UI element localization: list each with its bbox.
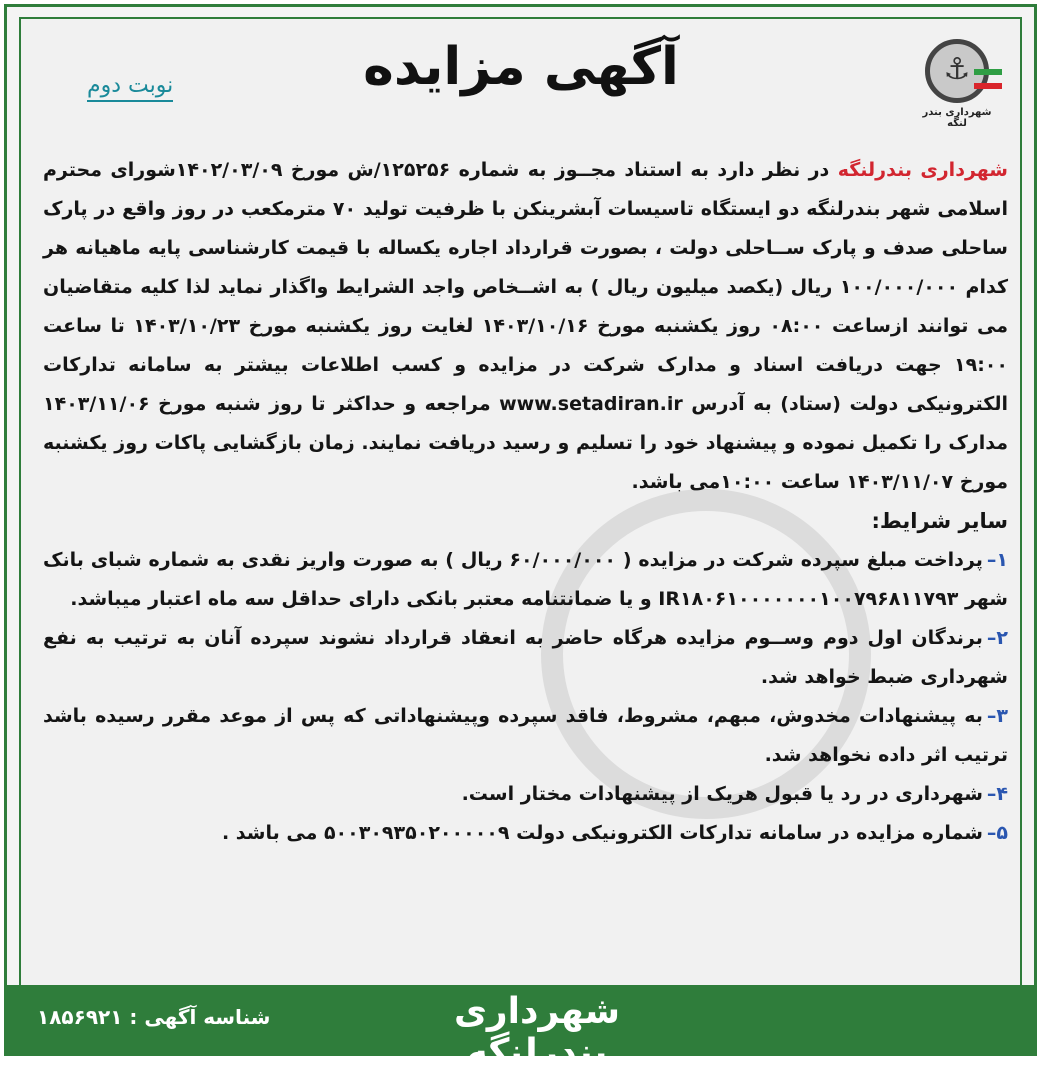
footer-bar bbox=[7, 985, 1034, 1073]
ad-content-box bbox=[19, 17, 1022, 987]
condition-text: شهرداری در رد یا قبول هریک از پیشنهادات مختار است. bbox=[461, 783, 983, 805]
condition-number: ۲– bbox=[986, 627, 1008, 649]
condition-item bbox=[43, 814, 1008, 853]
ad-frame bbox=[4, 4, 1037, 1073]
flag-green-stripe bbox=[974, 69, 1002, 75]
flag-red-stripe bbox=[974, 83, 1002, 89]
conditions-title: سایر شرایط: bbox=[871, 509, 1008, 533]
lead-name: شهرداری بندرلنگه bbox=[837, 159, 1008, 181]
condition-number: ۴– bbox=[986, 783, 1008, 805]
logo-text: شهرداری بندر لنگه bbox=[922, 107, 992, 129]
condition-text: برندگان اول دوم وســوم مزایده هرگاه حاضر به انعقاد قرارداد نشوند سپرده آنان به ترتیب به نفع شهرداری ضبط خواهد شد. bbox=[43, 627, 1008, 688]
footer-municipality-name: شهرداری بندرلنگه bbox=[453, 991, 621, 1073]
ad-body bbox=[43, 151, 1008, 853]
condition-number: ۱– bbox=[986, 549, 1008, 571]
round-label: نوبت دوم bbox=[87, 73, 173, 102]
header bbox=[21, 19, 1020, 139]
ad-id: شناسه آگهی : ۱۸۵۶۹۲۱ bbox=[37, 1005, 271, 1029]
municipality-logo bbox=[912, 39, 1002, 149]
condition-text: پرداخت مبلغ سپرده شرکت در مزایده ( ۶۰/۰۰۰/۰۰۰ ریال ) به صورت واریز نقدی به شماره شبای بانک شهر IR۱۸۰۶۱۰۰۰۰۰۰۰۱۰۰۷۹۶۸۱۱۷۹۳ و یا ضمانتنامه معتبر بانکی دارای حداقل سه ماه اعتبار میباشد. bbox=[43, 549, 1008, 610]
condition-item bbox=[43, 697, 1008, 775]
paragraph-text: در نظر دارد به استناد مجــوز به شماره ۱۲۵۲۵۶/ش مورخ ۱۴۰۲/۰۳/۰۹شورای محترم اسلامی شهر بندرلنگه دو ایستگاه تاسیسات آبشرینکن با ظرفیت تولید ۷۰ مترمکعب در روز واقع در پارک ساحلی صدف و پارک ســاحلی دولت ، بصورت قرارداد اجاره یکساله با قیمت کارشناسی پایه ماهیانه هر کدام ۱۰۰/۰۰۰/۰۰۰ ریال (یکصد میلیون ریال ) به اشــخاص واجد الشرایط واگذار نماید لذا کلیه متقاضیان می توانند ازساعت ۰۸:۰۰ روز یکشنبه مورخ ۱۴۰۳/۱۰/۱۶ لغایت روز یکشنبه مورخ ۱۴۰۳/۱۰/۲۳ تا ساعت ۱۹:۰۰ جهت دریافت اسناد و مدارک شرکت در مزایده و کسب اطلاعات بیشتر به سامانه تدارکات الکترونیکی دولت (ستاد) به آدرس www.setadiran.ir مراجعه و حداکثر تا روز شنبه مورخ ۱۴۰۳/۱۱/۰۶ مدارک را تکمیل نموده و پیشنهاد خود را تسلیم و رسید دریافت نمایند. زمان بازگشایی پاکات روز یکشنبه مورخ ۱۴۰۳/۱۱/۰۷ ساعت ۱۰:۰۰می باشد. bbox=[43, 159, 1009, 493]
condition-text: شماره مزایده در سامانه تدارکات الکترونیکی دولت ۵۰۰۳۰۹۳۵۰۲۰۰۰۰۰۹ می باشد . bbox=[221, 822, 983, 844]
condition-item bbox=[43, 541, 1008, 619]
main-paragraph bbox=[43, 151, 1008, 502]
condition-item bbox=[43, 775, 1008, 814]
condition-item bbox=[43, 619, 1008, 697]
page-title: آگهی مزایده bbox=[363, 37, 679, 97]
condition-number: ۳– bbox=[986, 705, 1008, 727]
condition-text: به پیشنهادات مخدوش، مبهم، مشروط، فاقد سپرده وپیشنهاداتی که پس از موعد مقرر رسیده باشد ترتیب اثر داده نخواهد شد. bbox=[43, 705, 1008, 766]
condition-number: ۵– bbox=[986, 822, 1008, 844]
